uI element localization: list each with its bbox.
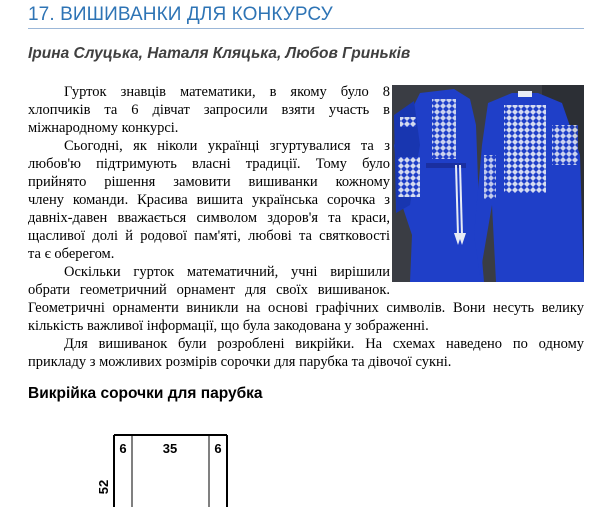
text-line: Гурток знавців математики, в якому було 8 bbox=[64, 84, 390, 100]
text-line: та є оберегом. bbox=[28, 246, 115, 262]
text-line: хлопчиків та 6 дівчат запросили взяти участь в bbox=[28, 102, 390, 118]
embroidered-shirts-photo bbox=[392, 85, 584, 282]
text-line: прикладу з можливих розмірів сорочки для парубка та дівочої сукні. bbox=[28, 354, 452, 370]
pattern-center-width-label: 35 bbox=[162, 441, 178, 456]
text-line: Для вишиванок були розроблені викрійки. На схемах наведено по одному bbox=[64, 336, 584, 352]
text-line: прийнято рішення замовити вишиванки кожному bbox=[28, 174, 390, 190]
paragraph-geometry-cont bbox=[28, 299, 584, 335]
paragraph-traditions bbox=[28, 137, 390, 263]
paragraph-geometry bbox=[28, 263, 390, 299]
shirt-pattern-diagram bbox=[90, 430, 250, 507]
text-line: Геометричні орнаменти виникли на основі графічних символів. Вони несуть велику bbox=[28, 300, 584, 316]
pattern-left-width-label: 6 bbox=[119, 441, 127, 456]
text-line: щасливої долі й родової пам'яті, любові та святковості bbox=[28, 228, 390, 244]
embroidered-shirts-icon bbox=[392, 85, 584, 282]
pattern-height-label: 52 bbox=[96, 479, 111, 495]
title-underline bbox=[28, 28, 584, 29]
paragraph-intro bbox=[28, 83, 390, 137]
text-line: обрати геометричний орнамент для своїх вишиванок. bbox=[28, 282, 390, 298]
text-line: любов'ю підтримують власні традиції. Тому було bbox=[28, 156, 390, 172]
text-line: міжнародному конкурсі. bbox=[28, 120, 179, 136]
section-title: 17. ВИШИВАНКИ ДЛЯ КОНКУРСУ bbox=[28, 4, 333, 25]
text-line: Оскільки гурток математичний, учні вирішили bbox=[64, 264, 390, 280]
authors: Ірина Слуцька, Наталя Кляцька, Любов Гриньків bbox=[28, 45, 411, 62]
text-line: Сьогодні, як ніколи українці згуртувалися та з bbox=[64, 138, 390, 154]
text-line: кількість важливої інформації, що була закодована у зображенні. bbox=[28, 318, 429, 334]
text-line: члену команди. Красива вишита українська сорочка з bbox=[28, 192, 390, 208]
text-line: давніх-давен вважається символом здоров'я та краси, bbox=[28, 210, 390, 226]
paragraph-patterns bbox=[28, 335, 584, 371]
pattern-right-width-label: 6 bbox=[214, 441, 222, 456]
pattern-subheading: Викрійка сорочки для парубка bbox=[28, 385, 263, 402]
